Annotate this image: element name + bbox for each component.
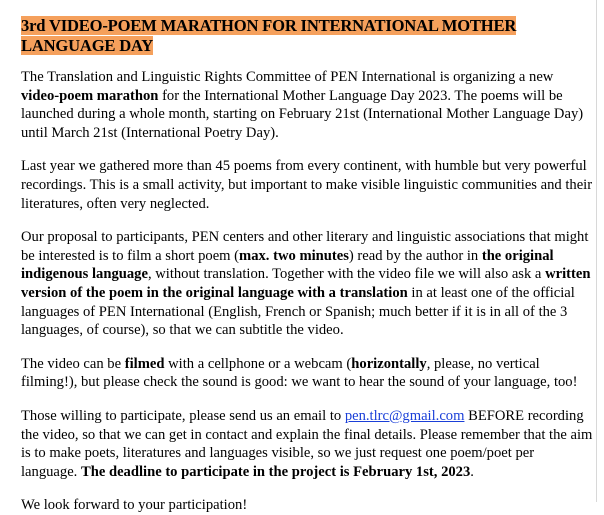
filming-text-e: , please, no vertical filming!), but please check the sound is good: we want to hear the sound of your language, too!: [21, 355, 578, 391]
proposal-bold-language: the original indigenous language: [21, 247, 554, 283]
filming-bold-filmed: filmed: [124, 355, 165, 372]
proposal-bold-duration: max. two minutes: [239, 247, 349, 264]
closing-text: We look forward to your participation!: [21, 497, 248, 514]
email-link[interactable]: pen.tlrc@gmail.com: [344, 407, 465, 424]
proposal-text-e: , without translation. Together with the video file we will also ask a: [147, 266, 546, 283]
intro-bold-marathon: video-poem marathon: [21, 87, 159, 104]
paragraph-intro: [21, 68, 594, 142]
paragraph-filming: [21, 355, 594, 392]
paragraph-participation: [21, 407, 594, 481]
filming-text-c: with a cellphone or a webcam (: [164, 355, 352, 372]
last-year-text: Last year we gathered more than 45 poems from every continent, with humble but very powerful recordings. This is a small activity, but important to make visible linguistic communities and their literatures, often very neglected.: [21, 158, 593, 212]
participation-bold-deadline: The deadline to participate in the project is February 1st, 2023: [80, 463, 471, 480]
title-line-1: 3rd VIDEO-POEM MARATHON FOR INTERNATIONAL MOTHER: [21, 16, 517, 35]
proposal-bold-written-version: written version of the poem in the original language with a translation: [21, 266, 591, 301]
filming-bold-horizontally: horizontally: [351, 355, 427, 372]
paragraph-closing: [21, 496, 594, 515]
proposal-text-a: Our proposal to participants, PEN centers and other literary and linguistic associations that might be interested is to film a short poem (: [21, 229, 589, 264]
participation-text-d: .: [470, 463, 474, 480]
intro-text-a: The Translation and Linguistic Rights Committee of PEN International is organizing a new: [21, 69, 554, 85]
participation-text-b: BEFORE recording the video, so that we can get in contact and explain the final details. Please remember that the aim is to make poets, literatures and languages visible, so we just request one poem/poet per language.: [21, 407, 593, 480]
document-title: [21, 16, 594, 55]
participation-text-a: Those willing to participate, please send us an email to: [21, 407, 345, 424]
paragraph-proposal: [21, 228, 594, 340]
intro-text-c: for the International Mother Language Day 2023. The poems will be launched during a whole month, starting on February 21st (International Mother Language Day) until March 21st (International Poetry Day).: [21, 87, 584, 141]
page-edge-divider: [596, 0, 597, 502]
paragraph-last-year: [21, 157, 594, 213]
filming-text-a: The video can be: [21, 355, 125, 372]
title-line-2: LANGUAGE DAY: [21, 35, 154, 55]
proposal-text-g: in at least one of the official languages of PEN International (English, French or Spanish; much better if it is in all of the 3 languages, of course), so that we can subtitle the video.: [21, 284, 575, 339]
proposal-text-c: ) read by the author in: [348, 247, 482, 264]
